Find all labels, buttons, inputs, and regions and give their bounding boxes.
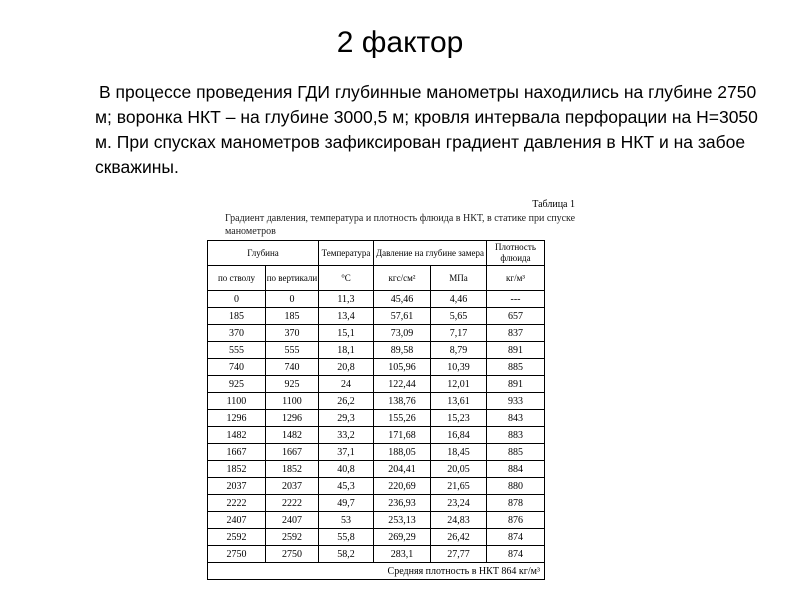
table-row [208,410,545,427]
subheader-kgf-unit: кгс/см² [374,266,431,291]
table-row [208,393,545,410]
table-row [208,512,545,529]
cell-temperature: 49,7 [319,495,374,512]
cell-depth-along-wellbore: 2037 [208,478,266,495]
cell-density: 657 [487,308,545,325]
table-subheader-row [208,266,545,291]
cell-pressure-kgf: 236,93 [374,495,431,512]
cell-depth-along-wellbore: 2750 [208,546,266,563]
cell-temperature: 37,1 [319,444,374,461]
table-row [208,325,545,342]
table-footer-row [208,563,545,580]
cell-density: 884 [487,461,545,478]
subheader-along-wellbore: по стволу [208,266,266,291]
cell-density: 874 [487,529,545,546]
cell-pressure-mpa: 16,84 [431,427,487,444]
cell-temperature: 55,8 [319,529,374,546]
cell-density: 933 [487,393,545,410]
cell-density: 891 [487,376,545,393]
cell-density: 878 [487,495,545,512]
body-paragraph: В процессе проведения ГДИ глубинные манометры находились на глубине 2750 м; воронка НКТ – на глубине 3000,5 м; кровля интервала перфорации на Н=3050 м. При спусках манометров зафиксирован градиент давления в НКТ и на забое скважины. [95,82,758,177]
cell-depth-vertical: 1852 [266,461,319,478]
cell-pressure-mpa: 8,79 [431,342,487,359]
cell-depth-along-wellbore: 1852 [208,461,266,478]
cell-density: 885 [487,359,545,376]
cell-depth-vertical: 2592 [266,529,319,546]
cell-temperature: 11,3 [319,291,374,308]
cell-temperature: 53 [319,512,374,529]
cell-pressure-kgf: 171,68 [374,427,431,444]
cell-pressure-mpa: 27,77 [431,546,487,563]
cell-depth-along-wellbore: 740 [208,359,266,376]
cell-depth-along-wellbore: 1482 [208,427,266,444]
table-header-row [208,241,545,266]
cell-density: 843 [487,410,545,427]
table-row [208,461,545,478]
cell-pressure-kgf: 220,69 [374,478,431,495]
table-row [208,291,545,308]
cell-density: 874 [487,546,545,563]
cell-pressure-kgf: 122,44 [374,376,431,393]
table-row [208,444,545,461]
cell-depth-vertical: 925 [266,376,319,393]
cell-depth-vertical: 2750 [266,546,319,563]
cell-temperature: 18,1 [319,342,374,359]
cell-pressure-kgf: 188,05 [374,444,431,461]
cell-depth-along-wellbore: 1667 [208,444,266,461]
table-caption: Таблица 1 [532,199,575,210]
table-row [208,529,545,546]
cell-depth-along-wellbore: 2222 [208,495,266,512]
cell-depth-along-wellbore: 925 [208,376,266,393]
table-row [208,308,545,325]
subheader-vertical: по вертикали [266,266,319,291]
cell-depth-vertical: 1482 [266,427,319,444]
table-heading: Градиент давления, температура и плотность флюида в НКТ, в статике при спуске манометров [225,213,576,237]
cell-depth-vertical: 1296 [266,410,319,427]
cell-temperature: 15,1 [319,325,374,342]
subheader-temp-unit: °С [319,266,374,291]
header-depth: Глубина [208,241,319,266]
cell-temperature: 33,2 [319,427,374,444]
cell-temperature: 20,8 [319,359,374,376]
cell-depth-along-wellbore: 2407 [208,512,266,529]
cell-pressure-mpa: 18,45 [431,444,487,461]
cell-pressure-kgf: 57,61 [374,308,431,325]
cell-depth-vertical: 1667 [266,444,319,461]
header-temperature: Температура [319,241,374,266]
table-row [208,546,545,563]
cell-depth-vertical: 2037 [266,478,319,495]
cell-depth-vertical: 740 [266,359,319,376]
cell-pressure-kgf: 89,58 [374,342,431,359]
subheader-density-unit: кг/м³ [487,266,545,291]
table-row [208,495,545,512]
cell-temperature: 45,3 [319,478,374,495]
table-row [208,427,545,444]
cell-density: 876 [487,512,545,529]
cell-density: 837 [487,325,545,342]
cell-depth-along-wellbore: 185 [208,308,266,325]
cell-pressure-mpa: 10,39 [431,359,487,376]
cell-temperature: 26,2 [319,393,374,410]
table-footer-average-density: Средняя плотность в НКТ 864 кг/м³ [208,563,545,580]
cell-density: --- [487,291,545,308]
cell-pressure-mpa: 23,24 [431,495,487,512]
cell-pressure-kgf: 269,29 [374,529,431,546]
cell-pressure-kgf: 45,46 [374,291,431,308]
cell-density: 880 [487,478,545,495]
cell-depth-vertical: 0 [266,291,319,308]
cell-pressure-kgf: 138,76 [374,393,431,410]
cell-pressure-kgf: 204,41 [374,461,431,478]
cell-pressure-mpa: 21,65 [431,478,487,495]
cell-depth-vertical: 2407 [266,512,319,529]
cell-depth-vertical: 555 [266,342,319,359]
cell-depth-vertical: 185 [266,308,319,325]
cell-pressure-mpa: 5,65 [431,308,487,325]
data-table [207,240,545,580]
slide-title: 2 фактор [336,26,464,59]
cell-depth-along-wellbore: 370 [208,325,266,342]
cell-pressure-kgf: 283,1 [374,546,431,563]
cell-temperature: 24 [319,376,374,393]
cell-depth-along-wellbore: 2592 [208,529,266,546]
cell-pressure-mpa: 20,05 [431,461,487,478]
cell-pressure-mpa: 24,83 [431,512,487,529]
table-row [208,478,545,495]
cell-pressure-kgf: 253,13 [374,512,431,529]
cell-pressure-mpa: 7,17 [431,325,487,342]
header-pressure: Давление на глубине замера [374,241,487,266]
cell-pressure-mpa: 13,61 [431,393,487,410]
table-row [208,342,545,359]
cell-pressure-mpa: 26,42 [431,529,487,546]
cell-depth-along-wellbore: 0 [208,291,266,308]
cell-density: 883 [487,427,545,444]
cell-pressure-kgf: 73,09 [374,325,431,342]
cell-pressure-mpa: 12,01 [431,376,487,393]
cell-pressure-kgf: 105,96 [374,359,431,376]
cell-pressure-mpa: 4,46 [431,291,487,308]
header-density: Плотность флюида [487,241,545,266]
cell-depth-along-wellbore: 1296 [208,410,266,427]
cell-pressure-mpa: 15,23 [431,410,487,427]
table-row [208,359,545,376]
cell-depth-along-wellbore: 555 [208,342,266,359]
cell-depth-vertical: 2222 [266,495,319,512]
cell-temperature: 40,8 [319,461,374,478]
cell-depth-vertical: 1100 [266,393,319,410]
subheader-mpa-unit: МПа [431,266,487,291]
cell-temperature: 58,2 [319,546,374,563]
cell-density: 885 [487,444,545,461]
cell-temperature: 13,4 [319,308,374,325]
table-row [208,376,545,393]
cell-density: 891 [487,342,545,359]
cell-pressure-kgf: 155,26 [374,410,431,427]
cell-temperature: 29,3 [319,410,374,427]
cell-depth-along-wellbore: 1100 [208,393,266,410]
cell-depth-vertical: 370 [266,325,319,342]
